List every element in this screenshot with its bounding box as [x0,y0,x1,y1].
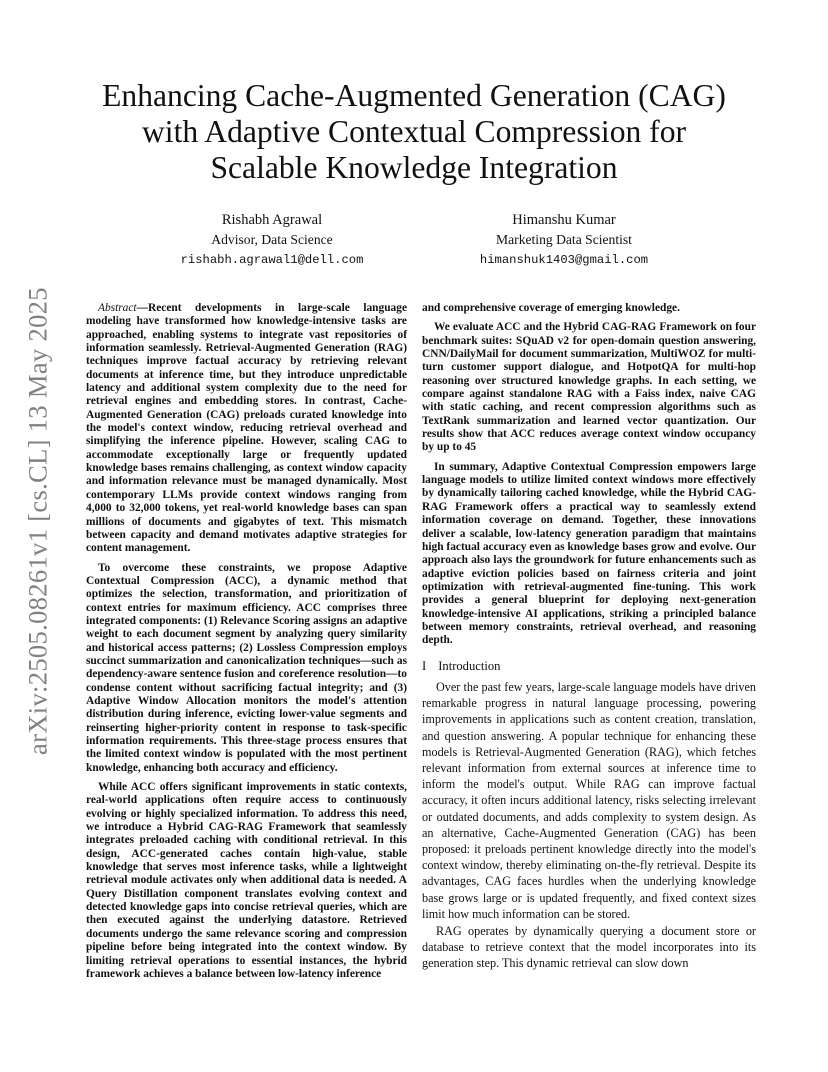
left-column [86,302,407,987]
abstract-text: Recent developments in large-scale language modeling have transformed how knowledge-intensive tasks are approached, enabling systems to integrate vast repositories of information seamlessly. Retrieval-Augmented Generation (RAG) techniques improve factual accuracy by retrieving relevant documents at inference time, but they introduce unpredictable latency and additional system complexity due to the need for retrieval engines and embedding stores. In contrast, Cache-Augmented Generation (CAG) preloads curated knowledge into the model's context window, reducing retrieval overhead and simplifying the inference pipeline. However, scaling CAG to accommodate exceptionally large or frequently updated knowledge bases remains challenging, as context window capacity and information relevance must be managed dynamically. Most contemporary LLMs provide context windows ranging from 4,000 to 32,000 tokens, yet real-world knowledge bases can span millions of documents and gigabytes of text. This mismatch between capacity and demand motivates adaptive strategies for content management. [86,302,407,555]
author-name: Rishabh Agrawal [221,212,323,228]
body-paragraph: Over the past few years, large-scale language models have driven remarkable progress in natural language processing, powering improvements in applications such as content creation, translation, and question answering. A popular technique for enhancing these models is Retrieval-Augmented Generation (RAG), which fetches relevant information from external sources at inference time to inform the model's output. While RAG can improve factual accuracy, it often incurs additional latency, risks selecting irrelevant or outdated documents, and adds complexity to system design. As an alternative, Cache-Augmented Generation (CAG) has been proposed: it preloads pertinent knowledge directly into the model's context window, thereby eliminating on-the-fly retrieval. Despite its advantages, CAG faces hurdles when the underlying knowledge base grows large or is updated frequently, and fixed context sizes limit how much information can be stored. [422,679,756,921]
right-column [422,302,756,973]
abstract-paragraph: We evaluate ACC and the Hybrid CAG-RAG Framework on four benchmark suites: SQuAD v2 for open-domain question answering, CNN/DailyMail for document summarization, MultiWOZ for multi-turn customer support dialogue, and HotpotQA for multi-hop reasoning over structured knowledge graphs. In each setting, we compare against standalone RAG with a Faiss index, naive CAG with static caching, and recent compression algorithms such as TextRank summarization and learned vector quantization. Our results show that ACC reduces average context window occupancy by up to 45 [422,321,756,454]
abstract-paragraph: and comprehensive coverage of emerging knowledge. [422,302,680,314]
section-title: Introduction [438,658,501,673]
body-paragraph: RAG operates by dynamically querying a document store or database to retrieve context that the model incorporates into its generation step. This dynamic retrieval can slow down [422,923,756,971]
abstract-paragraph: While ACC offers significant improvements in static contexts, real-world applications often require access to continuously evolving or highly specialized information. To address this need, we introduce a Hybrid CAG-RAG Framework that seamlessly integrates preloaded caching with conditional retrieval. In this design, ACC-generated caches contain high-value, stable knowledge that serves most inference tasks, while a lightweight retrieval module activates only when additional data is needed. A Query Distillation component translates evolving context and detected knowledge gaps into concise retrieval queries, which are then executed against the underlying datastore. Retrieved documents undergo the same relevance scoring and compression pipeline before being integrated into the context window. By limiting retrieval operations to essential instances, the hybrid framework achieves a balance between low-latency inference [86,781,407,980]
abstract-paragraph: Abstract—Recent developments in large-scale language modeling have transformed how knowledge-intensive tasks are approached, enabling systems to integrate vast repositories of information seamlessly. Retrieval-Augmented Generation (RAG) techniques improve factual accuracy by retrieving relevant documents at inference time, but they introduce unpredictable latency and additional system complexity due to the need for retrieval engines and embedding stores. In contrast, Cache-Augmented Generation (CAG) preloads curated knowledge into the model's context window, reducing retrieval overhead and simplifying the inference pipeline. However, scaling CAG to accommodate exceptionally large or frequently updated knowledge bases remains challenging, as context window capacity and information relevance must be managed dynamically. Most contemporary LLMs provide context windows ranging from 4,000 to 32,000 tokens, yet real-world knowledge bases can span millions of documents and gigabytes of text. This mismatch between capacity and demand motivates adaptive strategies for content management. [86,302,407,555]
author-affiliation: Advisor, Data Science [211,232,333,247]
paper-title [60,78,768,186]
title-line: Scalable Knowledge Integration [210,150,618,185]
section-heading [422,660,756,673]
abstract-paragraph: In summary, Adaptive Contextual Compression empowers large language models to utilize limited context windows more effectively by dynamically tailoring cached knowledge, while the Hybrid CAG-RAG Framework offers a practical way to seamlessly extend information coverage on demand. Together, these innovations deliver a scalable, low-latency generation paradigm that maintains high factual accuracy even as knowledge bases grow and evolve. Our approach also lays the groundwork for future enhancements such as adaptive eviction policies based on fairness criteria and joint optimization with retrieval-augmented fine-tuning. This work provides a general blueprint for deploying next-generation knowledge-intensive AI applications, striking a principled balance between memory constraints, retrieval overhead, and reasoning depth. [422,460,756,647]
arxiv-identifier: arXiv:2505.08261v1 [cs.CL] 13 May 2025 [22,287,53,755]
author-name: Himanshu Kumar [512,212,616,228]
author-block [142,210,402,270]
section-number: I [422,658,427,673]
author-email: himanshuk1403@gmail.com [479,253,649,267]
abstract-paragraph: To overcome these constraints, we propose Adaptive Contextual Compression (ACC), a dynamic method that optimizes the selection, transformation, and prioritization of context entries for maximum efficiency. ACC comprises three integrated components: (1) Relevance Scoring assigns an adaptive weight to each document segment by analyzing query similarity and historical access patterns; (2) Lossless Compression employs succinct summarization and canonicalization techniques—such as dependency-aware sentence fusion and coreference resolution—to condense content without sacrificing factual integrity; and (3) Adaptive Window Allocation monitors the model's attention distribution during inference, evicting lower-value segments and reinserting higher-priority content in response to task-specific information requirements. This three-stage process ensures that the limited context window is populated with the most pertinent knowledge, enhancing both accuracy and efficiency. [86,561,407,774]
author-email: rishabh.agrawal1@dell.com [180,253,364,267]
introduction-body [422,679,756,972]
author-block [434,210,694,270]
abstract-label: Abstract [98,302,137,314]
title-line: Enhancing Cache-Augmented Generation (CAG) [102,78,726,113]
title-line: with Adaptive Contextual Compression for [141,114,687,149]
author-affiliation: Marketing Data Scientist [496,232,632,247]
